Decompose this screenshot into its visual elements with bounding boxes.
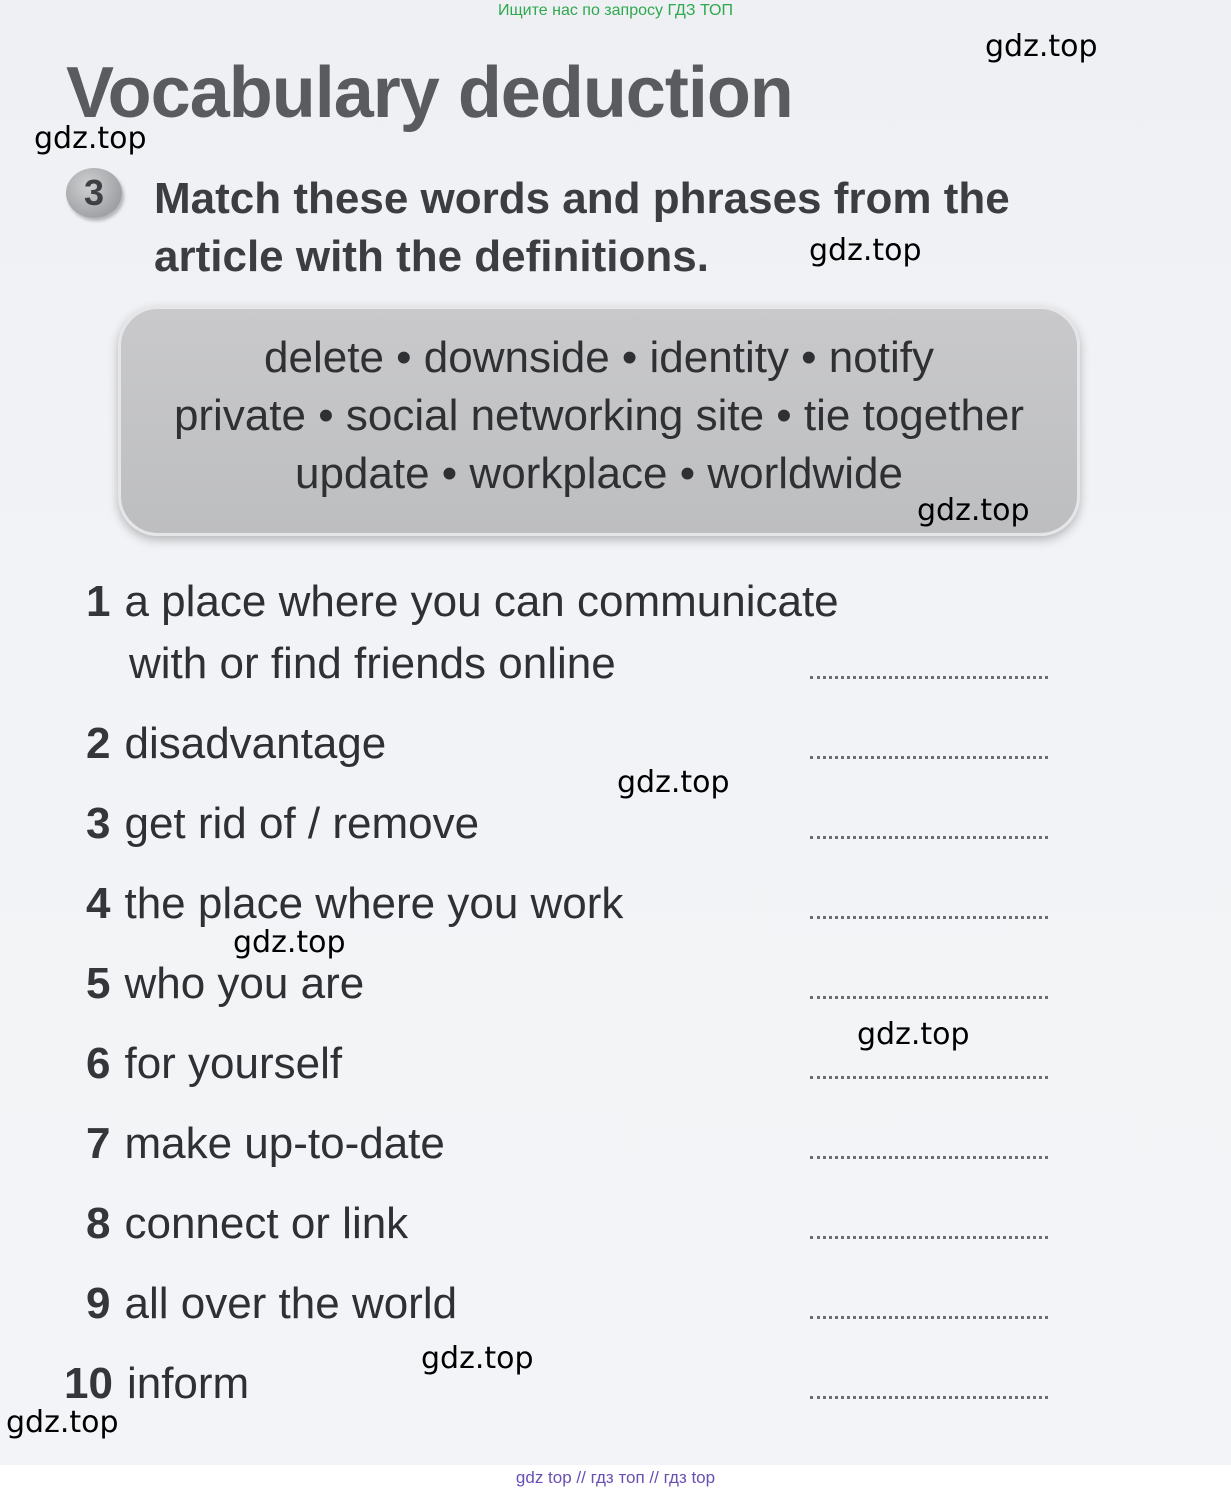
- exercise-instruction: Match these words and phrases from the article with the definitions.: [154, 174, 1010, 281]
- item-number: 10: [64, 1359, 113, 1408]
- item-text: make up-to-date: [124, 1119, 445, 1168]
- answer-blank-10[interactable]: [810, 1396, 1048, 1399]
- footer-links[interactable]: gdz top // гдз топ // гдз top: [515, 1468, 716, 1487]
- answer-blank-7[interactable]: [810, 1156, 1048, 1159]
- item-text: disadvantage: [124, 719, 387, 768]
- definition-item-4: [86, 874, 623, 934]
- word-box-line: update • workplace • worldwide: [294, 449, 903, 498]
- definition-item-5: [86, 954, 364, 1014]
- section-title: Vocabulary deduction: [66, 53, 793, 133]
- item-text: inform: [126, 1359, 250, 1408]
- word-box-line: private • social networking site • tie together: [173, 391, 1025, 440]
- watermark: gdz.top: [34, 121, 147, 156]
- answer-blank-9[interactable]: [810, 1316, 1048, 1319]
- answer-blank-1[interactable]: [810, 676, 1048, 679]
- item-number: 1: [86, 577, 111, 626]
- definition-item-9: [86, 1274, 457, 1334]
- watermark: gdz.top: [857, 1017, 970, 1052]
- answer-blank-5[interactable]: [810, 996, 1048, 999]
- item-text: connect or link: [124, 1199, 409, 1248]
- definition-item-6: [86, 1034, 342, 1094]
- item-text: with or find friends online: [129, 639, 616, 688]
- definition-item-3: [86, 794, 479, 854]
- definition-item-7: [86, 1114, 445, 1174]
- answer-blank-6[interactable]: [810, 1076, 1048, 1079]
- item-number: 5: [86, 959, 111, 1008]
- item-number: 9: [86, 1279, 111, 1328]
- definition-item-1-continued: [129, 634, 616, 694]
- item-number: 8: [86, 1199, 111, 1248]
- item-text: a place where you can communicate: [124, 577, 839, 626]
- answer-blank-4[interactable]: [810, 916, 1048, 919]
- item-number: 4: [86, 879, 111, 928]
- item-number: 3: [86, 799, 111, 848]
- definition-item-8: [86, 1194, 408, 1254]
- item-number: 2: [86, 719, 111, 768]
- watermark: gdz.top: [809, 233, 922, 268]
- definition-item-2: [86, 714, 386, 774]
- word-box-line: delete • downside • identity • notify: [264, 333, 934, 382]
- item-text: who you are: [124, 959, 365, 1008]
- item-text: the place where you work: [124, 879, 624, 928]
- item-text: all over the world: [124, 1279, 458, 1328]
- answer-blank-3[interactable]: [810, 836, 1048, 839]
- watermark: gdz.top: [617, 765, 730, 800]
- watermark: gdz.top: [917, 493, 1030, 528]
- item-text: get rid of / remove: [124, 799, 480, 848]
- item-number: 6: [86, 1039, 111, 1088]
- watermark: gdz.top: [421, 1341, 534, 1376]
- definition-item-1: [86, 572, 839, 632]
- watermark: gdz.top: [985, 29, 1098, 64]
- exercise-number-badge: 3: [66, 168, 122, 218]
- watermark: gdz.top: [6, 1405, 119, 1440]
- item-number: 7: [86, 1119, 111, 1168]
- answer-blank-8[interactable]: [810, 1236, 1048, 1239]
- item-text: for yourself: [124, 1039, 343, 1088]
- answer-blank-2[interactable]: [810, 756, 1048, 759]
- watermark: gdz.top: [233, 925, 346, 960]
- search-banner[interactable]: Ищите нас по запросу ГДЗ ТОП: [498, 2, 733, 19]
